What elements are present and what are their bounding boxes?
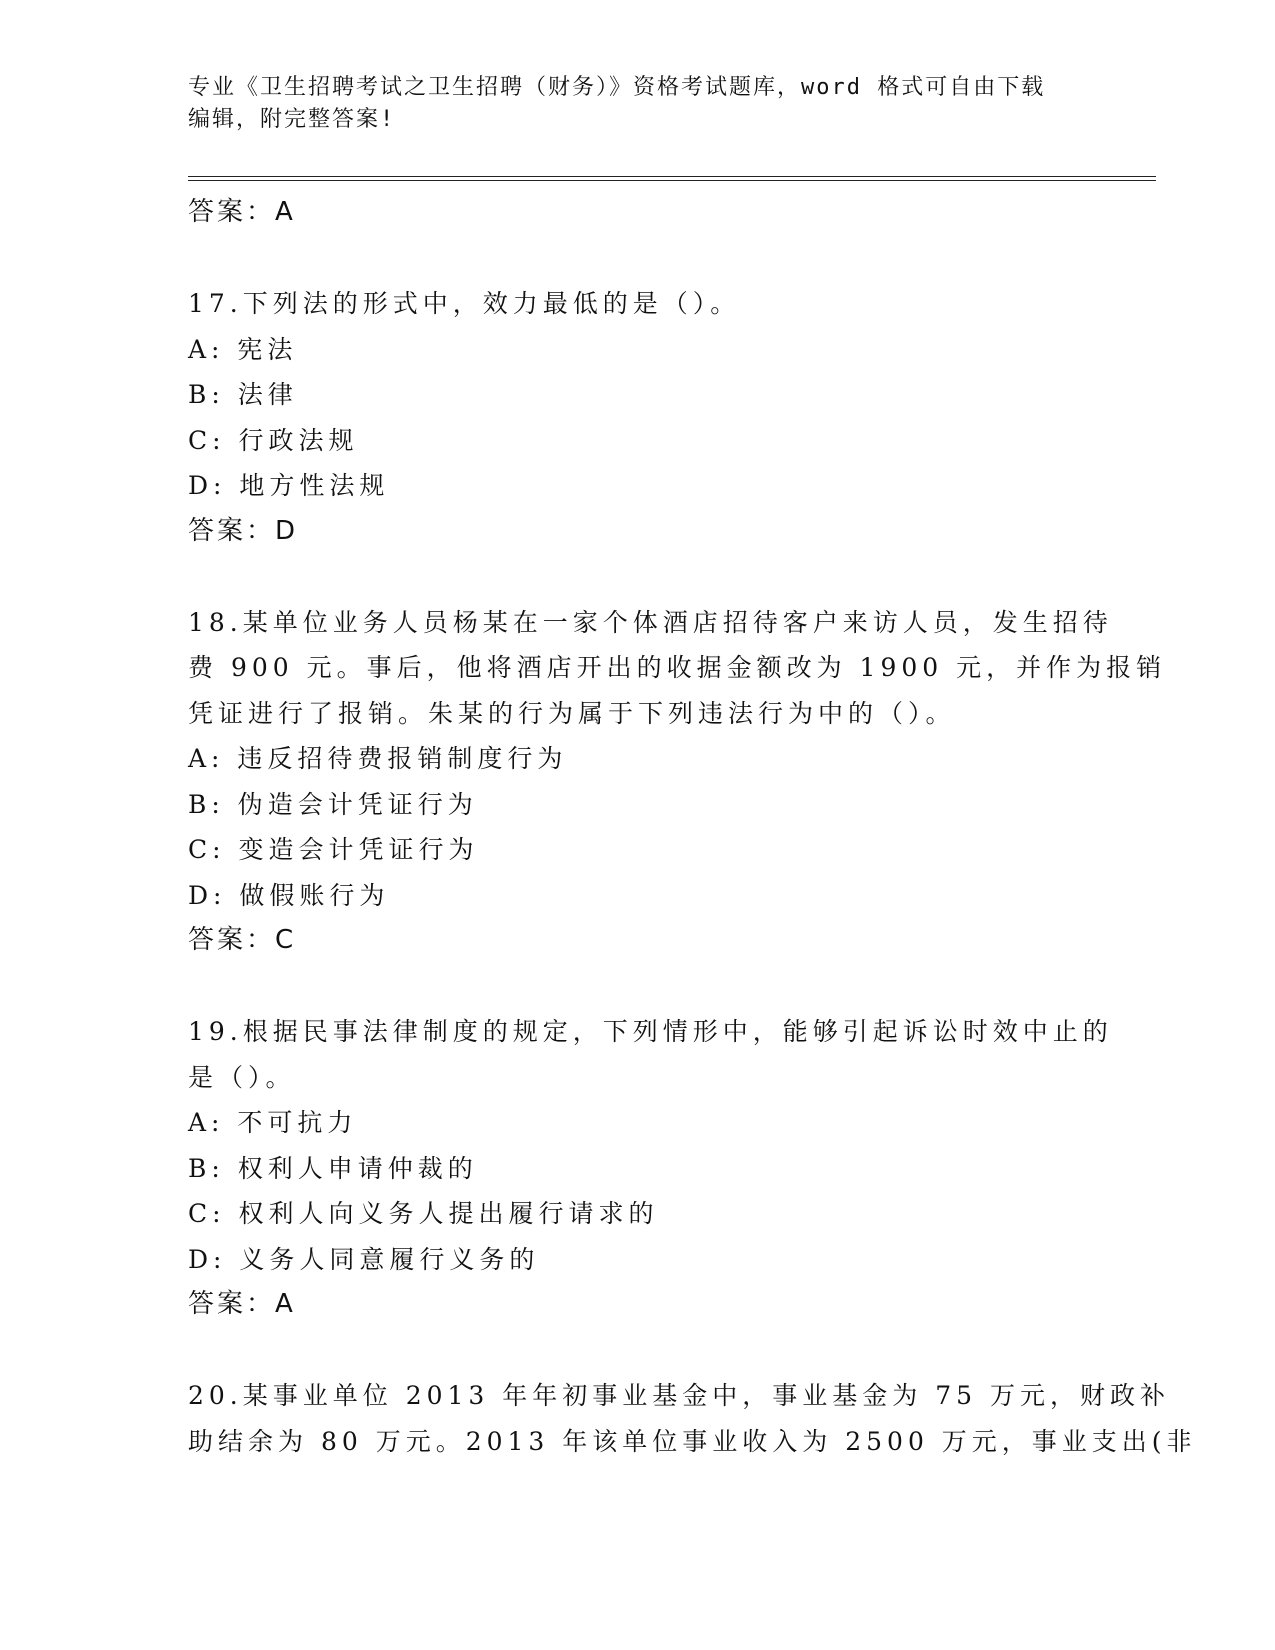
option-b: B: 伪造会计凭证行为 — [188, 789, 478, 819]
question-text: 20.某事业单位 2013 年年初事业基金中，事业基金为 75 万元，财政补 — [188, 1381, 1170, 1410]
header-line-2: 编辑，附完整答案! — [188, 107, 396, 132]
option-d: D: 义务人同意履行义务的 — [188, 1244, 540, 1274]
question-18 — [188, 600, 1167, 964]
answer-line: 答案：D — [188, 515, 299, 546]
question-17 — [188, 281, 1088, 554]
question-text: 17.下列法的形式中，效力最低的是（）。 — [188, 289, 741, 318]
header-divider — [188, 176, 1156, 181]
spacer — [188, 236, 1088, 282]
answer-line: 答案：C — [188, 925, 297, 955]
question-text: 助结余为 80 万元。2013 年该单位事业收入为 2500 万元，事业支出(非 — [188, 1426, 1197, 1456]
spacer — [188, 964, 1088, 1010]
option-b: B: 法律 — [188, 380, 298, 409]
answer-line: 答案：A — [188, 197, 296, 227]
question-text: 18.某单位业务人员杨某在一家个体酒店招待客户来访人员，发生招待 — [188, 607, 1113, 637]
spacer — [188, 554, 1088, 600]
option-c: C: 变造会计凭证行为 — [188, 835, 479, 864]
option-d: D: 地方性法规 — [188, 471, 390, 500]
document-header — [188, 72, 1088, 136]
option-a: A: 违反招待费报销制度行为 — [188, 744, 568, 773]
question-20 — [188, 1373, 1197, 1464]
option-a: A: 宪法 — [188, 334, 298, 364]
question-text: 凭证进行了报销。朱某的行为属于下列违法行为中的（）。 — [188, 698, 956, 728]
option-c: C: 行政法规 — [188, 425, 359, 455]
question-text: 是（）。 — [188, 1062, 296, 1092]
option-a: A: 不可抗力 — [188, 1108, 358, 1137]
option-c: C: 权利人向义务人提出履行请求的 — [188, 1199, 659, 1228]
document-body — [188, 190, 1197, 1464]
option-d: D: 做假账行为 — [188, 880, 390, 910]
question-19 — [188, 1009, 1113, 1328]
spacer — [188, 1328, 1088, 1374]
option-b: B: 权利人申请仲裁的 — [188, 1153, 478, 1183]
question-text: 费 900 元。事后，他将酒店开出的收据金额改为 1900 元，并作为报销 — [188, 653, 1167, 682]
header-line-1: 专业《卫生招聘考试之卫生招聘（财务）》资格考试题库，word 格式可自由下载 — [188, 75, 1046, 100]
answer-line: 答案：A — [188, 1289, 296, 1319]
question-text: 19.根据民事法律制度的规定，下列情形中，能够引起诉讼时效中止的 — [188, 1017, 1113, 1046]
